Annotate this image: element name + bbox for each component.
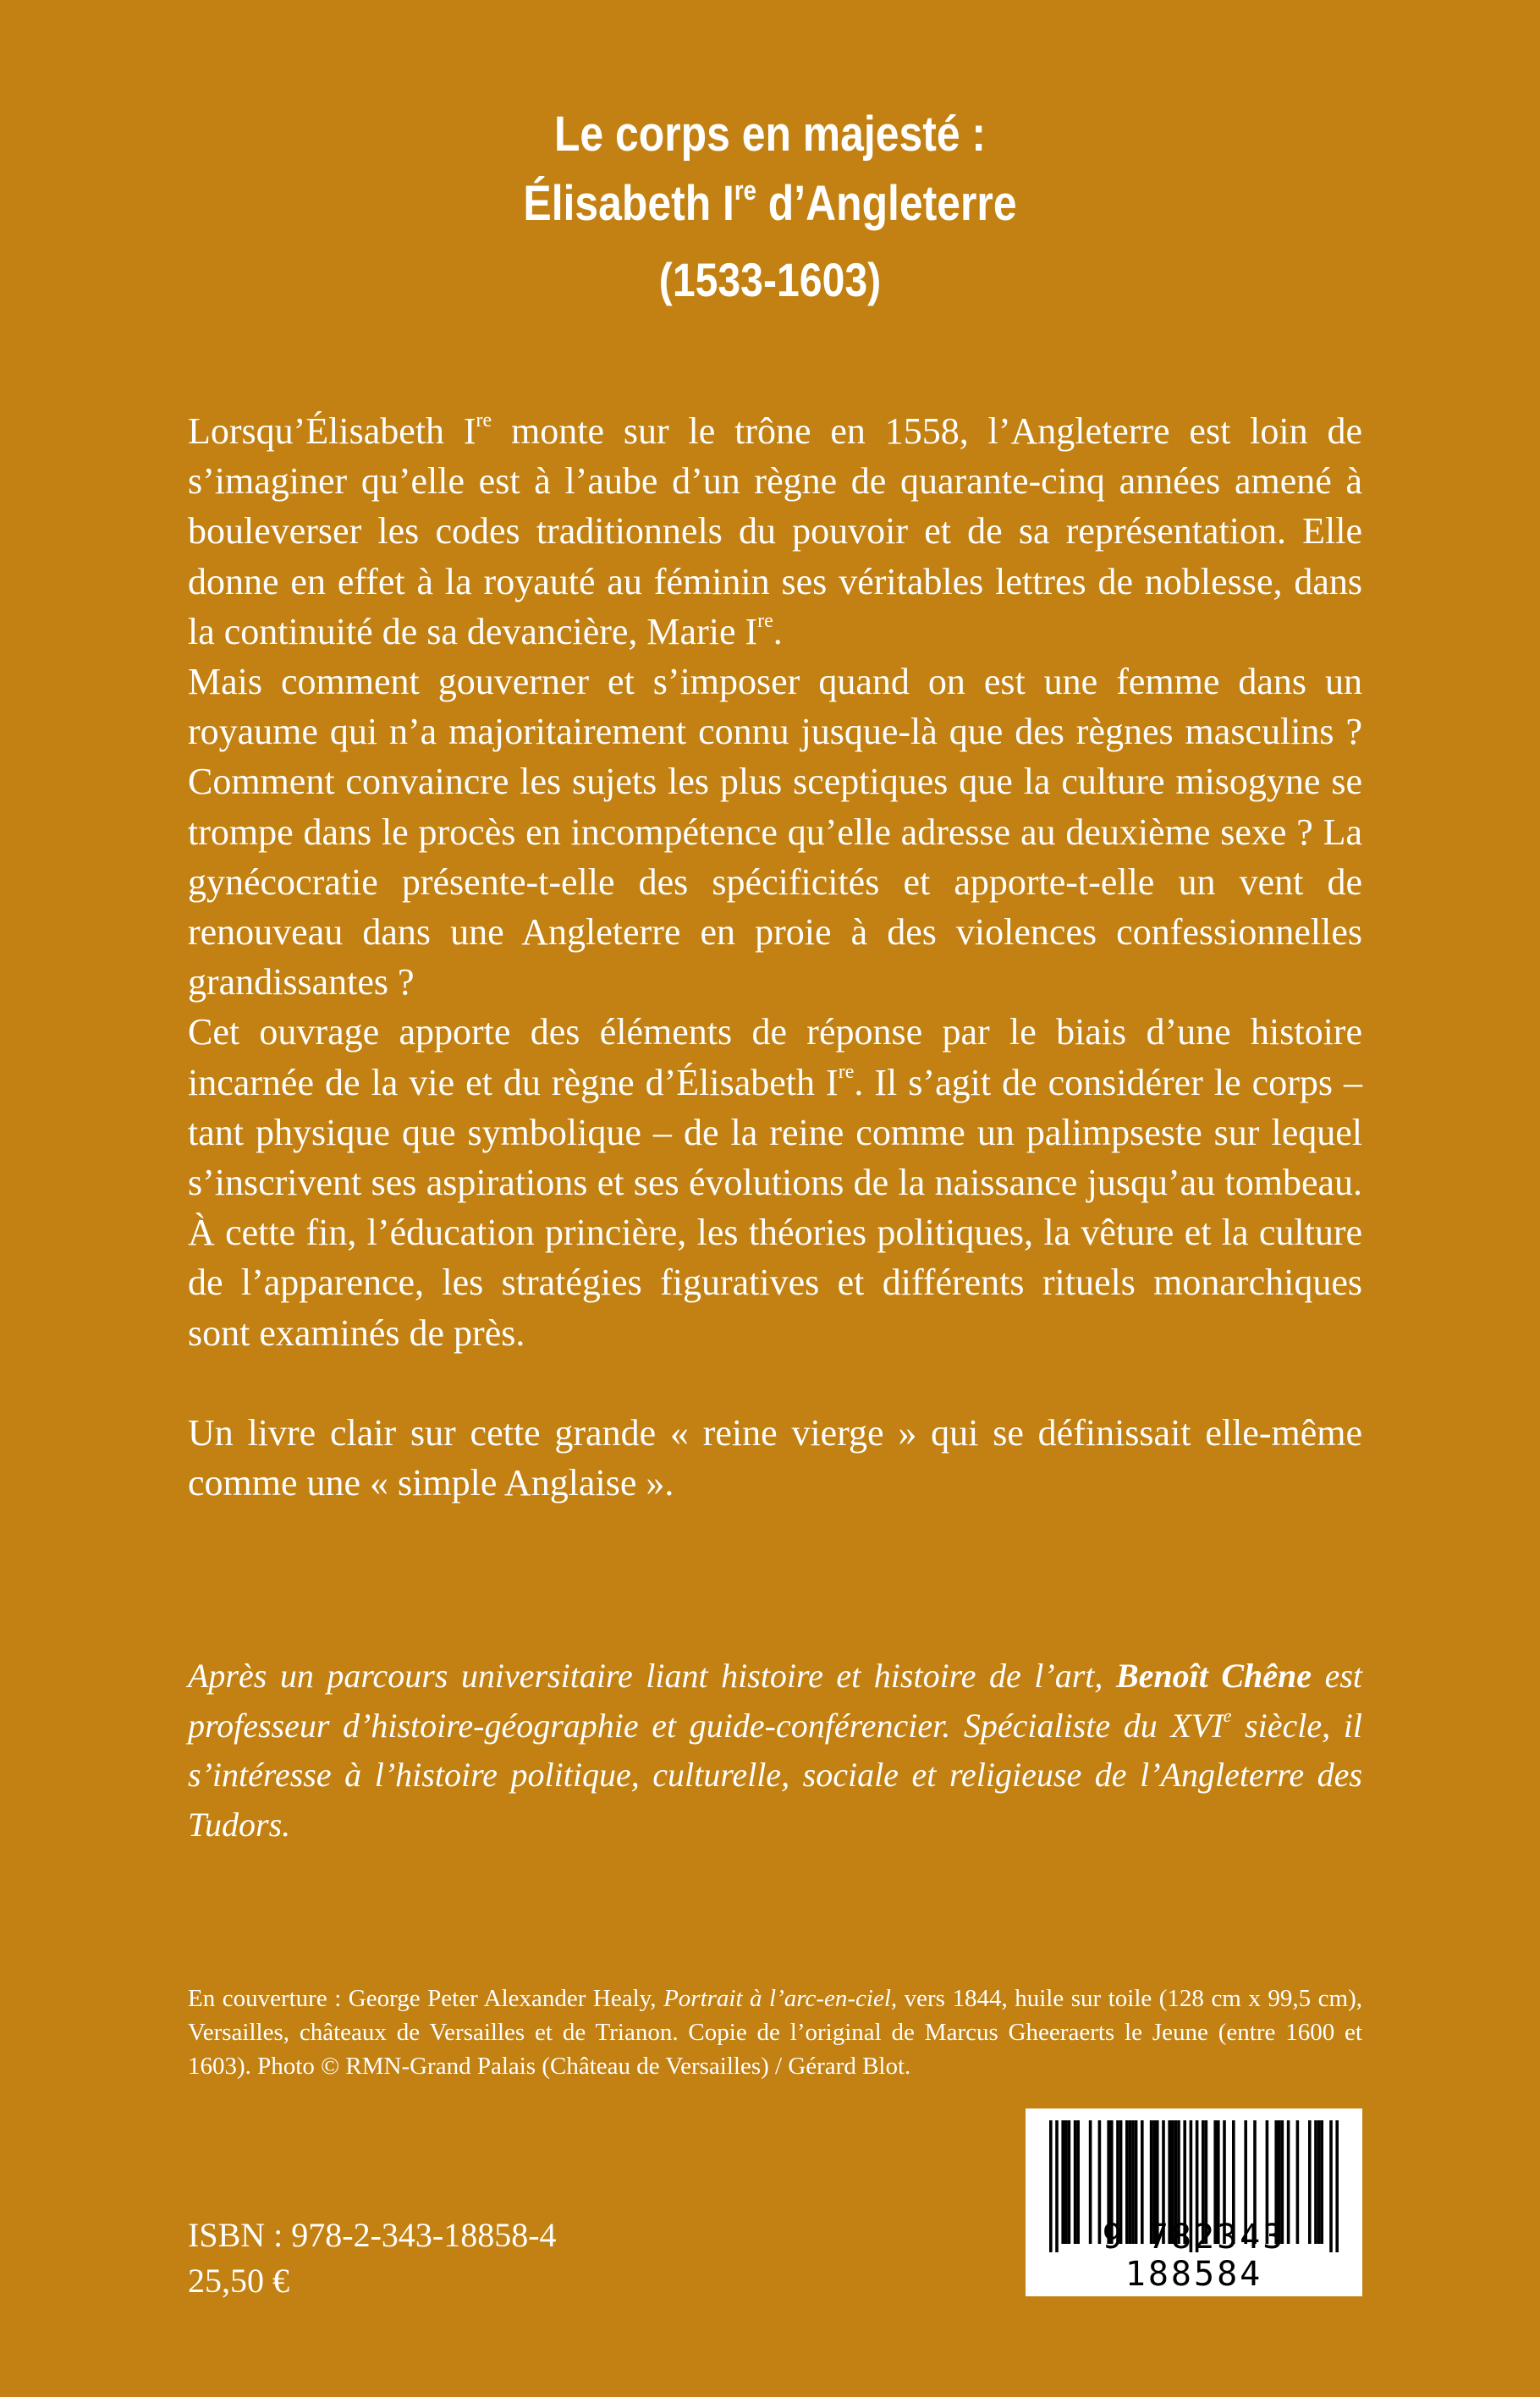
summary-p1-c: .: [773, 610, 783, 652]
cover-credit: [188, 1982, 1362, 2083]
book-title: [107, 100, 1432, 318]
summary-p3-b: . Il s’agit de considérer le corps – tant physique que symbolique – de la reine comme un palimpseste sur lequel s’inscrivent ses aspirations et ses évolutions de la naissance jusqu’au tombeau. À cette fin, l’éducation princière, les théories politiques, la vêture et la culture de l’apparence, les stratégies figuratives et différents rituels monarchiques sont examinés de près.: [188, 1061, 1362, 1354]
book-summary: [188, 406, 1362, 1508]
author-bio: [188, 1652, 1362, 1850]
summary-paragraph-2: Mais comment gouverner et s’imposer quand on est une femme dans un royaume qui n’a majoritairement connu jusque-là que des règnes masculins ? Comment convaincre les sujets les plus sceptiques que la culture misogyne se trompe dans le procès en incompétence qu’elle adresse au deuxième sexe ? La gynécocratie présente-t-elle des spécificités et apporte-t-elle un vent de renouveau dans une Angleterre en proie à des violences confessionnelles grandissantes ?: [188, 661, 1362, 1003]
price: 25,50 €: [188, 2262, 289, 2300]
bio-intro: Après un parcours universitaire liant histoire et histoire de l’art,: [188, 1657, 1116, 1695]
credit-suffix: , vers 1844, huile sur toile (128 cm x 99,5 cm), Versailles, châteaux de Versailles et de Trianon. Copie de l’original de Marcus Gheeraerts le Jeune (entre 1600 et 1603). Photo © RMN-Grand Palais (Château de Versailles) / Gérard Blot.: [188, 1985, 1362, 2080]
title-line-2-prefix: Élisabeth I: [523, 176, 734, 231]
summary-paragraph-3: [188, 1007, 1362, 1357]
barcode: [1026, 2108, 1362, 2296]
credit-prefix: En couverture : George Peter Alexander Healy,: [188, 1985, 664, 2012]
summary-paragraph-1: [188, 406, 1362, 657]
title-line-2-sup: re: [734, 175, 756, 206]
artwork-title: Portrait à l’arc-en-ciel: [663, 1985, 891, 2012]
summary-paragraph-4: Un livre clair sur cette grande « reine vierge » qui se définissait elle-même comme une « simple Anglaise ».: [188, 1411, 1362, 1504]
author-name: Benoît Chêne: [1115, 1657, 1312, 1695]
bio-end: siècle, il s’intéresse à l’histoire politique, culturelle, sociale et religieuse de l’Angleterre des Tudors.: [188, 1706, 1362, 1844]
barcode-digits: 9 782343 188584: [1102, 2218, 1286, 2294]
bio-century-sup: e: [1223, 1704, 1232, 1726]
title-line-1: Le corps en majesté :: [553, 107, 987, 162]
summary-p1-sup-1: re: [476, 410, 492, 432]
summary-p1-sup-2: re: [757, 609, 773, 632]
summary-p3-a: Cet ouvrage apporte des éléments de réponse par le biais d’une histoire incarnée de la vie et du règne d’Élisabeth I: [188, 1011, 1362, 1103]
summary-p3-sup: re: [838, 1060, 855, 1083]
title-line-2: [107, 169, 1432, 239]
title-line-2-suffix: d’Angleterre: [756, 176, 1017, 231]
summary-p1-b: monte sur le trône en 1558, l’Angleterre est loin de s’imaginer qu’elle est à l’aube d’un règne de quarante-cinq années amené à bouleverser les codes traditionnels du pouvoir et de sa représentation. Elle donne en effet à la royauté au féminin ses véritables lettres de noblesse, dans la continuité de sa devancière, Marie I: [188, 410, 1362, 652]
bio-middle: est professeur d’histoire-géographie et guide-conférencier. Spécialiste du XVI: [188, 1657, 1362, 1745]
isbn: ISBN : 978-2-343-18858-4: [188, 2216, 557, 2254]
title-years: (1533-1603): [658, 253, 882, 306]
summary-p1-a: Lorsqu’Élisabeth I: [188, 410, 476, 452]
